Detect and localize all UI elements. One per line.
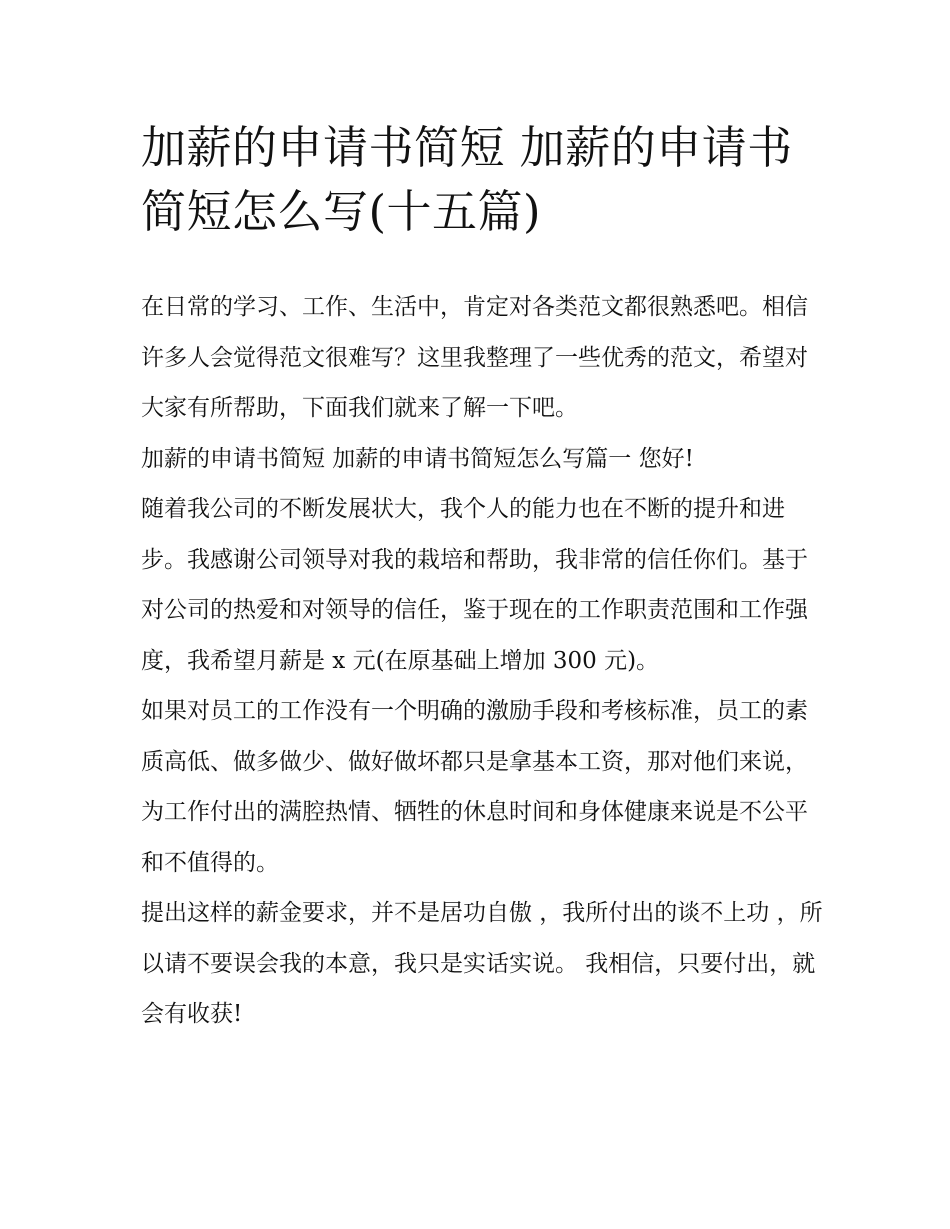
paragraph-intro: 在日常的学习、工作、生活中，肯定对各类范文都很熟悉吧。相信许多人会觉得范文很难写？这里我整理了一些优秀的范文，希望对大家有所帮助，下面我们就来了解一下吧。 (141, 294, 808, 421)
paragraph-closing: 提出这样的薪金要求，并不是居功自傲 ，我所付出的谈不上功 ，所以请不要误会我的本意，我只是实话实说。 我相信，只要付出，就会有收获! (141, 900, 823, 1027)
paragraph-request: 随着我公司的不断发展状大，我个人的能力也在不断的提升和进步。我感谢公司领导对我的栽培和帮助，我非常的信任你们。基于对公司的热爱和对领导的信任，鉴于现在的工作职责范围和工作强度，我希望月薪是 x 元(在原基础上增加 300 元)。 (141, 496, 808, 674)
paragraph-section-heading: 加薪的申请书简短 加薪的申请书简短怎么写篇一 您好! (141, 445, 694, 472)
paragraph-reason: 如果对员工的工作没有一个明确的激励手段和考核标准，员工的素质高低、做多做少、做好做坏都只是拿基本工资，那对他们来说，为工作付出的满腔热情、牺牲的休息时间和身体健康来说是不公平和不值得的。 (141, 698, 808, 876)
document-body (141, 282, 826, 1040)
document-title: 加薪的申请书简短 加薪的申请书简短怎么写(十五篇) (141, 121, 793, 238)
